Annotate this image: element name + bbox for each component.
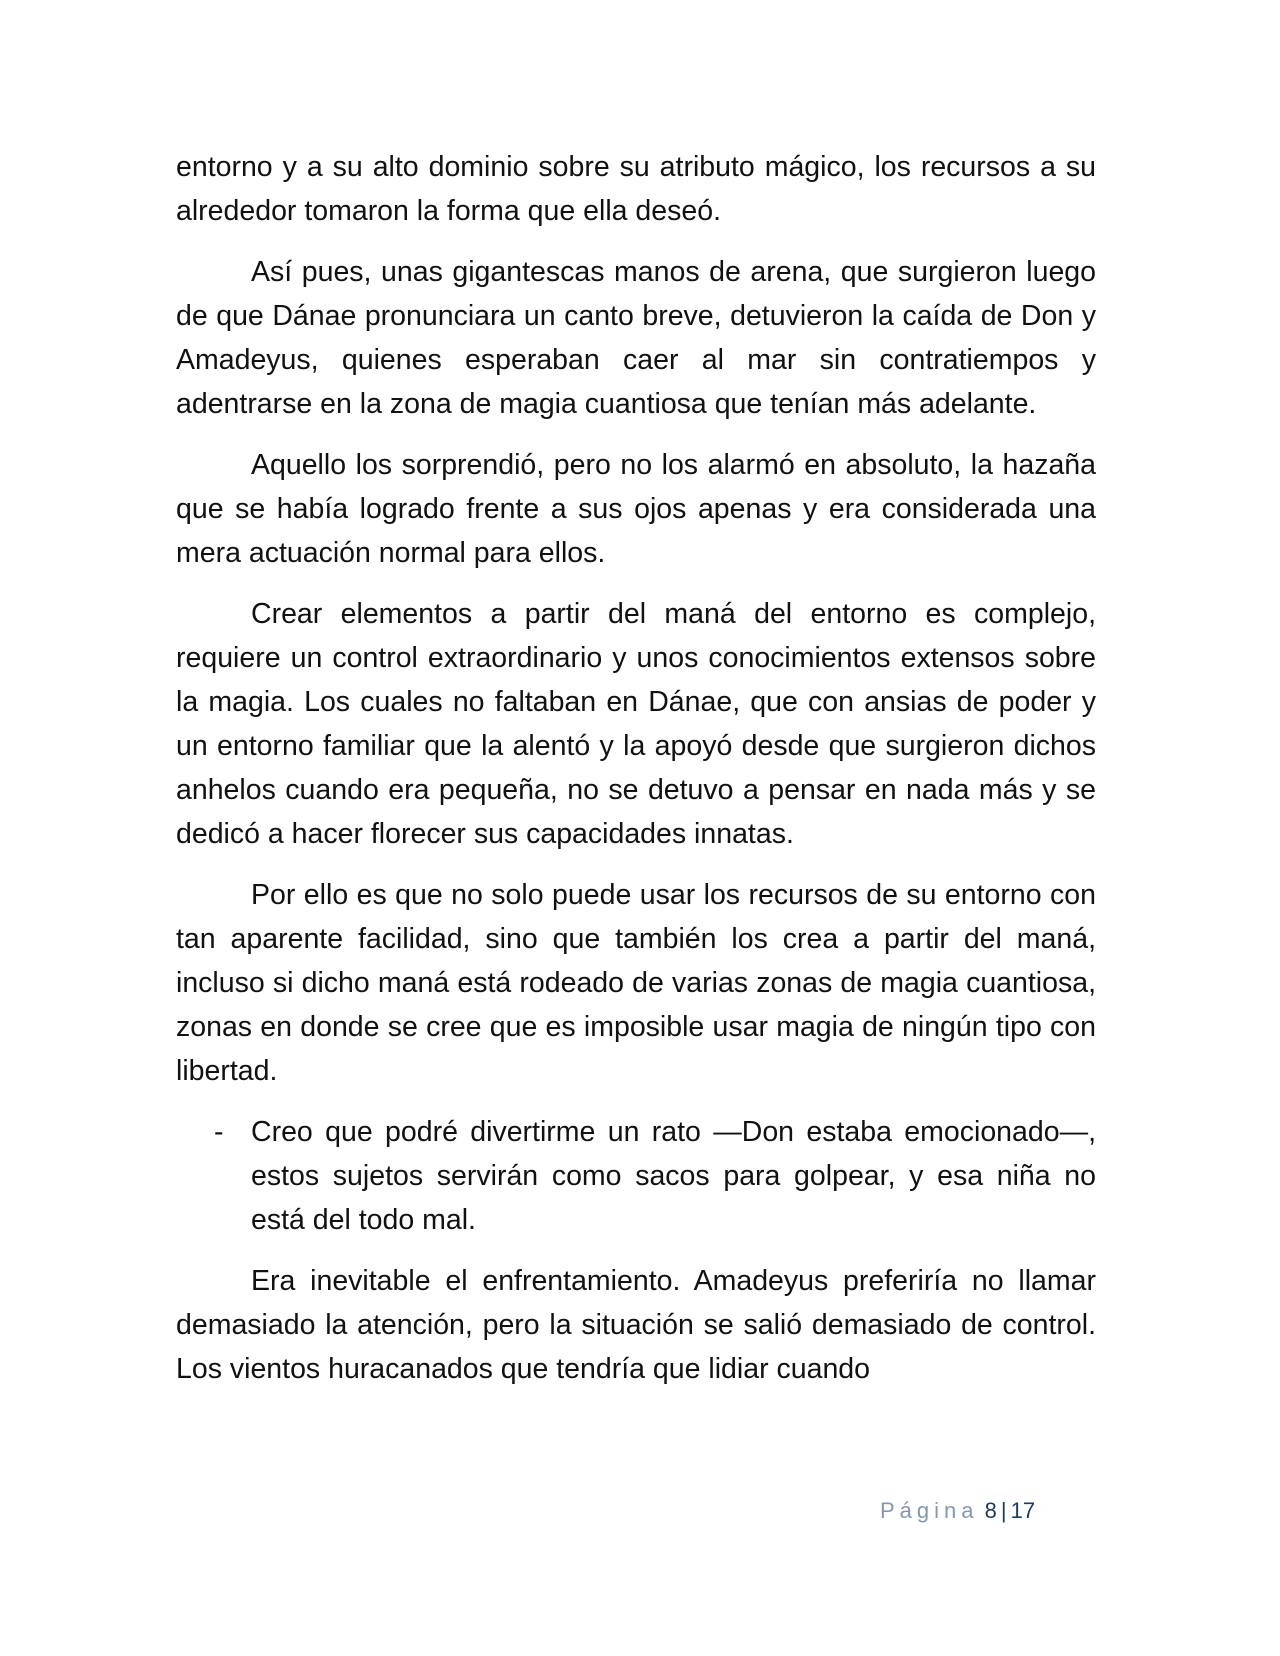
page-footer (880, 1496, 1080, 1526)
paragraph: Aquello los sorprendió, pero no los alarmó en absoluto, la hazaña que se había logrado frente a sus ojos apenas y era considerada una mera actuación normal para ellos. (176, 449, 1096, 569)
paragraph: Crear elementos a partir del maná del entorno es complejo, requiere un control extraordinario y unos conocimientos extensos sobre la magia. Los cuales no faltaban en Dánae, que con ansias de poder y un entorno familiar que la alentó y la apoyó desde que surgieron dichos anhelos cuando era pequeña, no se detuvo a pensar en nada más y se dedicó a hacer florecer sus capacidades innatas. (176, 598, 1096, 850)
dialogue-dash: - (214, 1116, 224, 1148)
page-label: Página (880, 1498, 979, 1523)
paragraph: Era inevitable el enfrentamiento. Amadeyus preferiría no llamar demasiado la atención, pero la situación se salió demasiado de control. Los vientos huracanados que tendría que lidiar cuando (176, 1265, 1096, 1385)
paragraph: Así pues, unas gigantescas manos de arena, que surgieron luego de que Dánae pronunciara un canto breve, detuvieron la caída de Don y Amadeyus, quienes esperaban caer al mar sin contratiempos y adentrarse en la zona de magia cuantiosa que tenían más adelante. (176, 256, 1096, 420)
page-number: 8 (984, 1498, 997, 1523)
page-separator: | (1000, 1498, 1007, 1523)
dialogue-line (176, 1110, 1096, 1242)
paragraph-continuation: entorno y a su alto dominio sobre su atributo mágico, los recursos a su alrededor tomaron la forma que ella deseó. (176, 151, 1096, 227)
dialogue-text: Creo que podré divertirme un rato —Don estaba emocionado—, estos sujetos servirán como sacos para golpear, y esa niña no está del todo mal. (251, 1116, 1096, 1236)
body-text (176, 145, 1096, 1408)
paragraph: Por ello es que no solo puede usar los recursos de su entorno con tan aparente facilidad, sino que también los crea a partir del maná, incluso si dicho maná está rodeado de varias zonas de magia cuantiosa, zonas en donde se cree que es imposible usar magia de ningún tipo con libertad. (176, 879, 1096, 1087)
total-pages: 17 (1010, 1498, 1036, 1523)
